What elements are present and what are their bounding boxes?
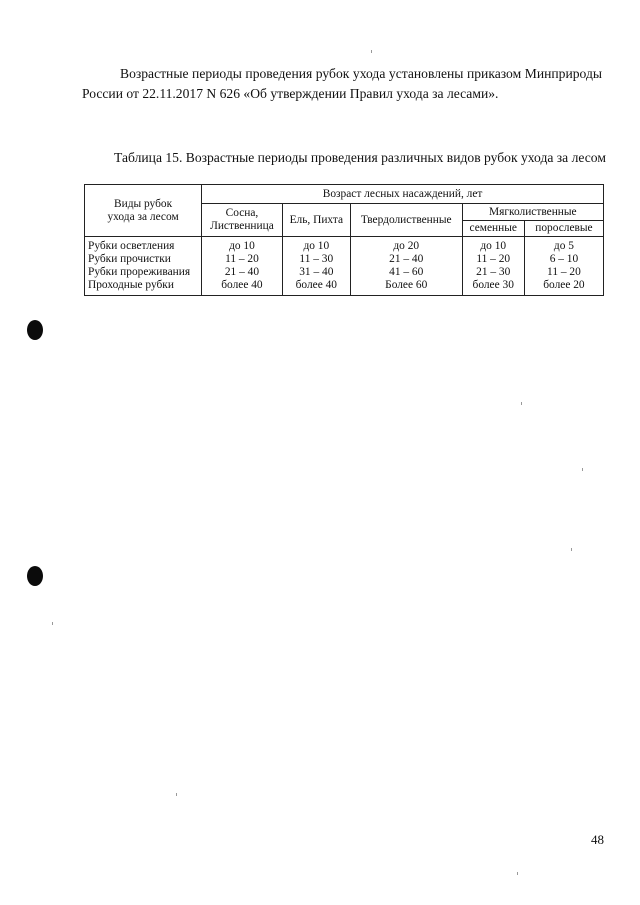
header-coppice: порослевые: [524, 221, 603, 237]
table-cell: Рубки осветления: [88, 240, 175, 252]
table-cell: 11 – 30: [299, 253, 334, 265]
table-cell: 21 – 40: [389, 253, 424, 265]
table-cell: более 20: [543, 279, 585, 291]
header-softwood: Мягколиственные: [462, 204, 603, 221]
table-cell: Рубки прореживания: [88, 266, 191, 278]
table-cell: 11 – 20: [225, 253, 259, 265]
table-cell: более 40: [221, 279, 263, 291]
table-cell: до 20: [393, 240, 420, 252]
seed-column: [462, 237, 524, 296]
table-cell: до 5: [553, 240, 574, 252]
coppice-column: [524, 237, 603, 296]
scan-speck: [52, 622, 53, 625]
header-pine: Сосна, Лиственница: [202, 204, 283, 237]
table-cell: 11 – 20: [476, 253, 511, 265]
table-cell: 11 – 20: [547, 266, 581, 278]
table-cell: Рубки прочистки: [88, 253, 171, 265]
table-cell: до 10: [480, 240, 507, 252]
table-cell: 6 – 10: [549, 253, 579, 265]
scan-speck: [571, 548, 572, 551]
table-cell: Более 60: [385, 279, 428, 291]
scan-speck: [521, 402, 522, 405]
spruce-column: [282, 237, 350, 296]
table-cell: 31 – 40: [299, 266, 334, 278]
kind-column: [85, 237, 202, 296]
header-age: Возраст лесных насаждений, лет: [202, 185, 604, 204]
table-cell: 21 – 30: [476, 266, 511, 278]
binder-hole-mark-bottom: [27, 566, 43, 586]
scan-speck: [371, 50, 372, 53]
age-periods-table: [84, 184, 604, 296]
hardwood-column: [350, 237, 462, 296]
table-cell: до 10: [229, 240, 255, 252]
table-row: [85, 237, 604, 296]
pine-column: [202, 237, 283, 296]
table-cell: более 40: [295, 279, 337, 291]
table-cell: Проходные рубки: [88, 279, 174, 291]
header-seed: семенные: [462, 221, 524, 237]
scan-speck: [176, 793, 177, 796]
scan-speck: [582, 468, 583, 471]
table-caption: Таблица 15. Возрастные периоды проведения различных видов рубок ухода за лесом: [114, 150, 606, 165]
header-kind: Виды рубок ухода за лесом: [85, 185, 202, 237]
page-number: 48: [591, 832, 604, 847]
body-paragraph: Возрастные периоды проведения рубок ухода установлены приказом Минприроды России от 22.11.2017 N 626 «Об утверждении Правил ухода за лесами».: [82, 66, 602, 101]
table-cell: 21 – 40: [224, 266, 260, 278]
table-cell: 41 – 60: [389, 266, 424, 278]
scan-speck: [517, 872, 518, 875]
table-cell: более 30: [472, 279, 514, 291]
binder-hole-mark-top: [27, 320, 43, 340]
header-hardwood: Твердолиственные: [350, 204, 462, 237]
table-cell: до 10: [303, 240, 330, 252]
header-spruce: Ель, Пихта: [282, 204, 350, 237]
